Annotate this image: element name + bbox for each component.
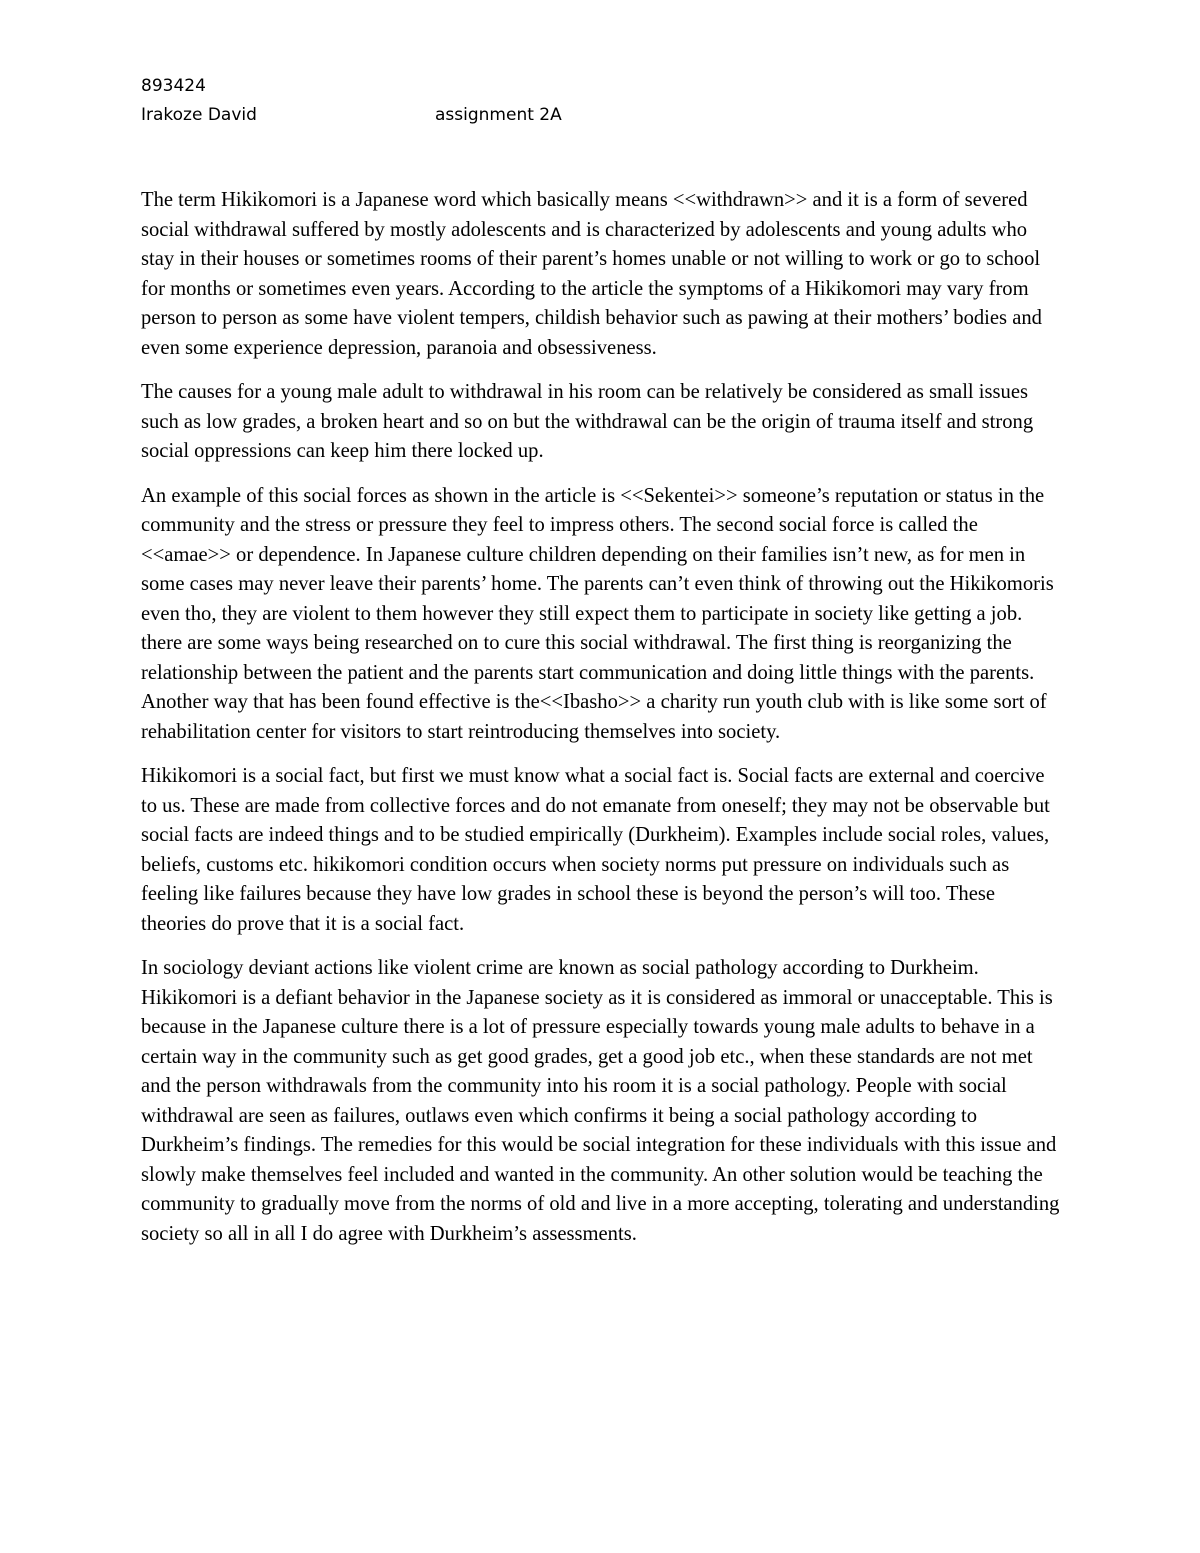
author-name: Irakoze David: [141, 105, 257, 125]
assignment-title: assignment 2A: [435, 105, 562, 125]
document-header: [141, 72, 562, 130]
document-body: [141, 186, 1063, 1264]
paragraph-3: An example of this social forces as shown in the article is <<Sekentei>> someone’s reputation or status in the community and the stress or pressure they feel to impress others. The second social force is called the <<amae>> or dependence. In Japanese culture children depending on their families isn’t new, as for men in some cases may never leave their parents’ home. The parents can’t even think of throwing out the Hikikomoris even tho, they are violent to them however they still expect them to participate in society like getting a job. there are some ways being researched on to cure this social withdrawal. The first thing is reorganizing the relationship between the patient and the parents start communication and doing little things with the parents. Another way that has been found effective is the<<Ibasho>> a charity run youth club with is like some sort of rehabilitation center for visitors to start reintroducing themselves into society.: [141, 484, 1054, 743]
paragraph-5: In sociology deviant actions like violent crime are known as social pathology according to Durkheim. Hikikomori is a defiant behavior in the Japanese society as it is considered as immoral or unacceptable. This is because in the Japanese culture there is a lot of pressure especially towards young male adults to behave in a certain way in the community such as get good grades, get a good job etc., when these standards are not met and the person withdrawals from the community into his room it is a social pathology. People with social withdrawal are seen as failures, outlaws even which confirms it being a social pathology according to Durkheim’s findings. The remedies for this would be social integration for these individuals with this issue and slowly make themselves feel included and wanted in the community. An other solution would be teaching the community to gradually move from the norms of old and live in a more accepting, tolerating and understanding society so all in all I do agree with Durkheim’s assessments.: [141, 957, 1060, 1245]
student-id: 893424: [141, 76, 206, 96]
paragraph-2: The causes for a young male adult to withdrawal in his room can be relatively be considered as small issues such as low grades, a broken heart and so on but the withdrawal can be the origin of trauma itself and strong social oppressions can keep him there locked up.: [141, 381, 1034, 462]
paragraph-1: The term Hikikomori is a Japanese word which basically means <<withdrawn>> and it is a form of severed social withdrawal suffered by mostly adolescents and is characterized by adolescents and young adults who stay in their houses or sometimes rooms of their parent’s homes unable or not willing to work or go to school for months or sometimes even years. According to the article the symptoms of a Hikikomori may vary from person to person as some have violent tempers, childish behavior such as pawing at their mothers’ bodies and even some experience depression, paranoia and obsessiveness.: [141, 189, 1042, 359]
paragraph-4: Hikikomori is a social fact, but first we must know what a social fact is. Social facts are external and coercive to us. These are made from collective forces and do not emanate from oneself; they may not be observable but social facts are indeed things and to be studied empirically (Durkheim). Examples include social roles, values, beliefs, customs etc. hikikomori condition occurs when society norms put pressure on individuals such as feeling like failures because they have low grades in school these is beyond the person’s will too. These theories do prove that it is a social fact.: [141, 765, 1050, 935]
